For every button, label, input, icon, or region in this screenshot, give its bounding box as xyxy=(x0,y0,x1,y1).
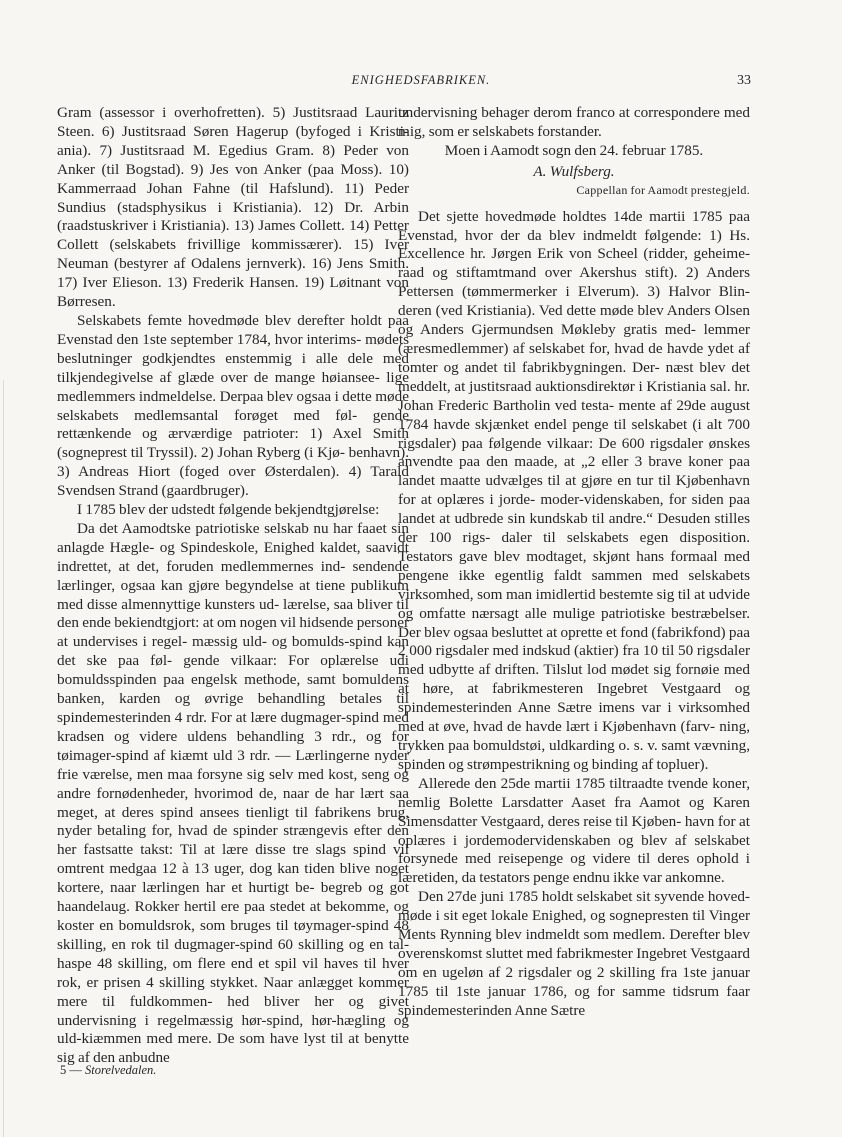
signature-role: Cappellan for Aamodt prestegjeld. xyxy=(576,182,750,197)
paragraph: Den 27de juni 1785 holdt selskabet sit syvende hoved- møde i sit eget lokale Enighed, og sognepresten til Vinger Ments Rynning blev indmeldt som medlem. Derefter blev overenskomst sluttet med fabrikmester Ingebret Vestgaard om en ugeløn af 2 rigsdaler og 2 skilling fra 1ste januar 1785 til 1ste januar 1786, og for samme tidsrum faar spindemesterinden Anne Sætre xyxy=(398,888,750,1019)
paragraph: I 1785 blev der udstedt følgende bekjendtgjørelse: xyxy=(77,501,380,519)
left-column xyxy=(57,104,409,1068)
page-number: 33 xyxy=(737,73,751,88)
paragraph: Selskabets femte hovedmøde blev derefter holdt paa Evenstad den 1ste september 1784, hvor interims- mødets beslutninger godkjendtes enstemmig i alle dele med tilkjendegivelse af glæde over de mange høiansee- lige medlemmers indmeldelse. Derpaa blev ogsaa i dette møde selskabets medlemsantal forøget med føl- gende rettænkende og ærværdige patrioter: 1) Axel Smith (sogneprest til Tryssil). 2) Johan Ryberg (i Kjø- benhavn). 3) Andreas Hiort (foged over Østerdalen). 4) Tarald Svendsen Strand (gaardbruger). xyxy=(57,311,409,500)
paragraph: Gram (assessor i overhofretten). 5) Justitsraad Lauritz Steen. 6) Justitsraad Søren Hagerup (byfoged i Kristi- ania). 7) Justitsraad M. Egedius Gram. 8) Peder von Anker (til Bogstad). 9) Jes von Anker (paa Moss). 10) Kammerraad Johan Fahne (til Hafslund). 11) Peder Sundius (stadsphysikus i Kristiania). 12) Dr. Arbin (raadstuskriver i Kristiania). 13) James Collett. 14) Petter Collett (selskabets frivillige kommissærer). 15) Iver Neuman (bestyrer af Odalens jernverk). 16) Jens Smith. 17) Iver Elieson. 13) Frederik Hansen. 19) Løitnant von Børresen. xyxy=(57,104,409,311)
footer xyxy=(60,1063,156,1078)
paragraph: Det sjette hovedmøde holdtes 14de martii 1785 paa Evenstad, hvor der da blev indmeldt følgende: 1) Hs. Excellence hr. Jørgen Erik von Scheel (ridder, geheime- raad og stiftamtmand over Akershus stift). 2) Anders Pettersen (tømmermerker i Elverum). 3) Halvor Blin- deren (ved Kristiania). Ved dette møde blev Anders Olsen og Anders Gjermundsen Møkleby gratis med- lemmer (æresmedlemmer) af selskabet for, hvad de havde ydet af tomter og andet til fabrikbygningen. Der- næst blev det meddelt, at justitsraad auktionsdirektør i Kristiania sal. hr. Johan Frederic Bartholin ved testa- mente af 29de august 1784 havde skjænket endel penge til selskabet (i alt 700 rigsdaler) paa følgende vilkaar: De 600 rigsdaler ønskes anvendte paa den maade, at „2 eller 3 brave koner paa landet maatte udvælges til at gjøre en tur til Kjøbenhavn for at oplæres i jorde- moder-videnskaben, for siden paa landet at udbrede sin kundskab til andre.“ Desuden stilles der 100 rigs- daler til selskabets egen disposition. Testators gave blev modtaget, skjønt hans formaal med pengene ikke egentlig faldt sammen med selskabets virksomhed, som man imidlertid bestemte sig til at udvide og omfatte nærsagt alle mulige patriotiske bestræbelser. Der blev ogsaa besluttet at oprette et fond (fabrikfond) paa 2 000 rigsdaler med indskud (aktier) fra 10 til 50 rigsdaler med udbytte af driften. Tilslut lod mødet sig fornøie med at høre, at fabrikmesteren Ingebret Vestgaard og spindemesterinden Anne Sætre imens var i virksomhed med at øve, hvad de havde lært i Kjøbenhavn (farv- ning, trykken paa bomuldstøi, uldkarding o. s. v. samt vævning, spinden og strømpestrikning og binding af topluer). xyxy=(398,207,750,773)
right-column xyxy=(398,104,750,1021)
signature: A. Wulfsberg. xyxy=(533,162,615,180)
signature-mark: 5 — xyxy=(60,1063,82,1077)
paragraph: undervisning behager derom franco at correspondere med mig, som er selskabets forstander. xyxy=(398,104,750,140)
quoted-announcement: Da det Aamodtske patriotiske selskab nu har faaet sin anlagde Hægle- og Spindeskole, Enighed kaldet, saavidt indrettet, at det, foruden medlemmernes ind- sendende lærlinger, ogsaa kan gjøre begyndelse at tiene publikum med disse almennyttige kunsters ud- lærelse, saa bliver til den ende bekiendtgjort: at om nogen vil hidsende personer at undervises i regel- mæssig uld- og bomulds-spind kan det ske paa føl- gende vilkaar: For oplærelse udi bomuldsspinden paa engelsk methode, samt bomuldens banken, karden og øvrige behandling betales til spindemesterinden 4 rdr. For at lære dugmager-spind med kradsen og videre uldens behandling 3 rdr., og for tøimager-spind af kiæmt uld 3 rdr. — Lærlingerne nyder frie værelse, men maa forsyne sig selv med kost, seng og andre fornødenheder, hvorimod de, naar de har lært saa meget, at deres spind ansees tienligt til fabrikens brug, nyder betaling for, hvad de spinder strængevis efter den her fastsatte takst: Til at lære disse tre slags spind vil omtrent medgaa 12 à 13 uger, dog kan tiden blive noget kortere, naar lærlingen har et hurtigt be- begreb og got haandelaug. Rokker hertil ere paa stedet at bekomme, og koster en bomuldsrok, som bruges til tøymager-spind 48 skilling, en rok til dugmager-spind 60 skilling og en tal-haspe 48 skilling, om flere end et spil vil haves til hver rok, er prisen 4 skilling stykket. Naar anlægget kommer mere til fuldkommen- hed bliver her og givet undervisning i regelmæssig hør-spind, hør-hægling og uld-kiæmmen med mere. De som have lyst til at benytte sig af den anbudne xyxy=(57,519,409,1067)
page-edge-line xyxy=(3,380,4,1137)
date-line: Moen i Aamodt sogn den 24. februar 1785. xyxy=(444,141,704,159)
book-title: Storelvedalen. xyxy=(85,1063,157,1077)
running-title: ENIGHEDSFABRIKEN. xyxy=(351,73,491,87)
paragraph: Allerede den 25de martii 1785 tiltraadte tvende koner, nemlig Bolette Larsdatter Aaset fra Aamot og Karen Simensdatter Vestgaard, deres reise til Kjøben- havn for at oplæres i jordemodervidenskaben og blev af selskabet forsynede med reisepenge og videre til deres ophold i læretiden, da testators penge endnu ikke var ankomne. xyxy=(398,774,750,887)
